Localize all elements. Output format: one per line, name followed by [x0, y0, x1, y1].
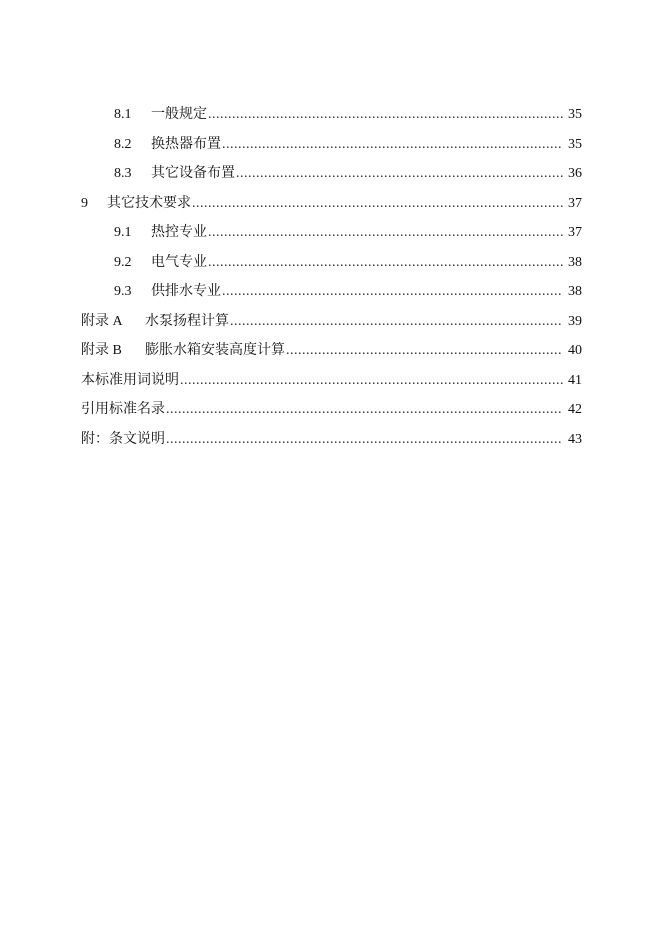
toc-entry-8-2[interactable] — [81, 130, 582, 160]
toc-entry-page: 36 — [568, 166, 582, 181]
toc-entry-title: 附：条文说明 — [81, 430, 165, 447]
dot-leader — [208, 218, 563, 248]
toc-entry-title: 热控专业 — [151, 224, 207, 240]
toc-entry-page: 42 — [568, 402, 582, 417]
dot-leader — [208, 100, 563, 130]
table-of-contents — [81, 100, 582, 454]
dot-leader — [222, 130, 563, 160]
toc-entry-number: 9.1 — [114, 225, 132, 240]
toc-entry-title: 一般规定 — [151, 106, 207, 122]
toc-entry-page: 40 — [568, 343, 582, 358]
toc-entry-9[interactable] — [81, 189, 582, 219]
dot-leader — [236, 159, 563, 189]
toc-entry-number: 9.3 — [114, 284, 132, 299]
toc-entry-number: 9.2 — [114, 254, 132, 270]
toc-entry-8-1[interactable] — [81, 100, 582, 130]
toc-entry-page: 41 — [568, 372, 582, 388]
dot-leader — [192, 189, 563, 219]
toc-entry-page: 39 — [568, 313, 582, 329]
toc-entry-page: 37 — [568, 195, 582, 211]
toc-entry-title: 其它设备布置 — [151, 165, 235, 181]
toc-entry-9-1[interactable] — [81, 218, 582, 248]
toc-entry-title: 换热器布置 — [151, 135, 221, 152]
toc-entry-9-3[interactable] — [81, 277, 582, 307]
toc-entry-title: 本标准用词说明 — [81, 371, 179, 388]
toc-entry-number: 8.1 — [114, 107, 132, 122]
toc-entry-number: 8.3 — [114, 166, 132, 181]
toc-entry-wording-explanation[interactable] — [81, 366, 582, 396]
toc-entry-number: 附录 B — [81, 343, 122, 358]
dot-leader — [166, 425, 563, 455]
toc-entry-number: 9 — [81, 195, 88, 211]
dot-leader — [230, 307, 563, 337]
toc-entry-number: 8.2 — [114, 136, 132, 152]
toc-entry-title: 水泵扬程计算 — [145, 312, 229, 329]
toc-entry-appendix-a[interactable] — [81, 307, 582, 337]
toc-entry-page: 43 — [568, 431, 582, 447]
toc-entry-referenced-standards[interactable] — [81, 395, 582, 425]
toc-entry-title: 电气专业 — [151, 253, 207, 270]
toc-entry-9-2[interactable] — [81, 248, 582, 278]
toc-entry-title: 引用标准名录 — [81, 401, 165, 417]
dot-leader — [180, 366, 563, 396]
toc-entry-page: 35 — [568, 136, 582, 152]
toc-entry-page: 37 — [568, 225, 582, 240]
toc-entry-page: 35 — [568, 107, 582, 122]
dot-leader — [222, 277, 563, 307]
toc-entry-number: 附录 A — [81, 313, 123, 329]
toc-entry-title: 其它技术要求 — [107, 194, 191, 211]
dot-leader — [286, 336, 563, 366]
dot-leader — [208, 248, 563, 278]
toc-entry-title: 膨胀水箱安装高度计算 — [145, 342, 285, 358]
toc-entry-clause-explanation[interactable] — [81, 425, 582, 455]
toc-entry-title: 供排水专业 — [151, 283, 221, 299]
toc-entry-page: 38 — [568, 284, 582, 299]
toc-entry-8-3[interactable] — [81, 159, 582, 189]
toc-entry-page: 38 — [568, 254, 582, 270]
toc-entry-appendix-b[interactable] — [81, 336, 582, 366]
dot-leader — [166, 395, 563, 425]
